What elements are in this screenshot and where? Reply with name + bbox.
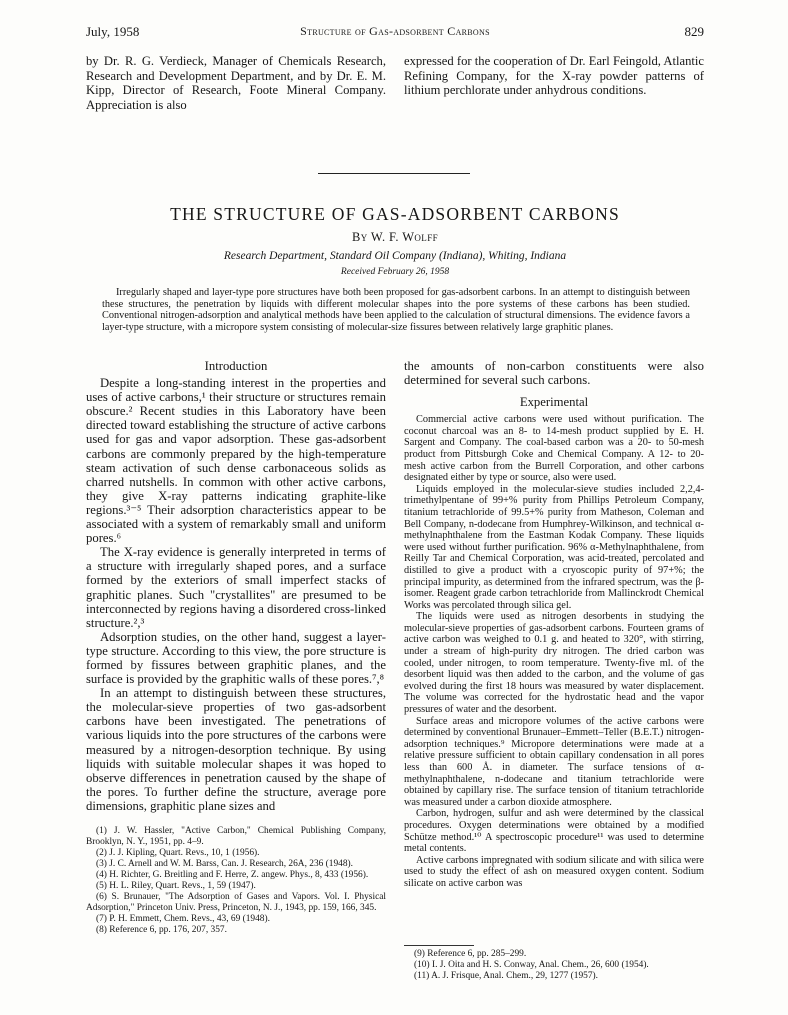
footnote: (11) A. J. Frisque, Anal. Chem., 29, 1277 (1957). [414, 971, 599, 981]
experimental-paragraph: Active carbons impregnated with sodium silicate and with silica were used to study the effect of ash on measured oxygen content. Sodium silicate on active carbon was [404, 854, 704, 889]
author-affiliation: Research Department, Standard Oil Company (Indiana), Whiting, Indiana [223, 250, 567, 262]
experimental-paragraph: Liquids employed in the molecular-sieve studies included 2,2,4-trimethylpentane of 99+% purity from Phillips Petroleum Company, titanium tetrachloride of 99.5+% purity from Matheson, Coleman and Bell Company, n-dodecane from Humphrey-Wilkinson, and technical α-methylnaphthalene from the Eastman Kodak Company. These liquids were used without further purification. 96% α-Methylnaphthalene, from Reilly Tar and Chemical Corporation, was acid-treated, percolated and distilled to give a product with a cryoscopic purity of 97+%; the principal impurity, as determined from the infrared spectrum, was the β-isomer. Reagent grade carbon tetrachloride from Mallinckrodt Chemical Works was percolated through silica gel. [404, 483, 704, 611]
footnote: (9) Reference 6, pp. 285–299. [414, 949, 527, 959]
right-lead-text: the amounts of non-carbon constituents were also determined for several such carbons. [404, 359, 704, 388]
article-byline: By W. F. Wolff [351, 230, 439, 244]
introduction-heading: Introduction [204, 359, 268, 373]
footnote: (8) Reference 6, pp. 176, 207, 357. [96, 925, 227, 935]
experimental-heading: Experimental [519, 395, 589, 410]
footnotes-left [86, 826, 386, 936]
page-number: 829 [684, 24, 704, 39]
footnote: (5) H. L. Riley, Quart. Revs., 1, 59 (1947). [96, 881, 256, 891]
experimental-paragraph: Surface areas and micropore volumes of the active carbons were determined by conventional Brunauer–Emmett–Teller (B.E.T.) nitrogen-adsorption techniques.⁹ Micropore determinations were made at a relative pressure sufficient to obtain capillary condensation in all pores less than 600 Å. in diameter. The surface tensions of α-methylnaphthalene, n-dodecane and titanium tetrachloride were obtained by capillary rise. The surface tension of titanium tetrachloride was measured under a carbon dioxide atmosphere. [404, 715, 704, 808]
article-title: THE STRUCTURE OF GAS-ADSORBENT CARBONS [170, 204, 620, 224]
experimental-paragraph: The liquids were used as nitrogen desorbents in studying the molecular-sieve properties of gas-adsorbent carbons. Fourteen grams of active carbon was weighed to 0.1 g. and heated to 320°, with stirring, under a stream of high-purity dry nitrogen. The dried carbon was cooled, under nitrogen, to room temperature. Twenty-five ml. of the desorbent liquid was then added to the carbon, and the volume of gas evolved during the first 18 hours was measured by water displacement. The volume was corrected for the hydrostatic head and the vapor pressures of water and the desorbent. [404, 611, 704, 716]
footnote: (2) J. J. Kipling, Quart. Revs., 10, 1 (1956). [96, 848, 260, 858]
running-title: Structure of Gas-adsorbent Carbons [300, 24, 490, 38]
issue-date: July, 1958 [86, 24, 140, 39]
introduction-section [86, 359, 386, 813]
experimental-paragraph: Commercial active carbons were used without purification. The coconut charcoal was an 8- to 14-mesh product supplied by E. H. Sargent and Company. The coal-based carbon was a 20- to 50-mesh product from Pittsburgh Coke and Chemical Company. A 12- to 20-mesh active carbon from the Burrell Corporation, and other carbons designated either by type or source, also were used. [404, 414, 704, 484]
received-date: Received February 26, 1958 [340, 267, 450, 277]
footnotes-right [404, 945, 704, 982]
footnote: (4) H. Richter, G. Breitling and F. Herre, Z. angew. Phys., 8, 433 (1956). [96, 870, 369, 880]
right-column [404, 359, 704, 890]
intro-paragraph: Adsorption studies, on the other hand, suggest a layer-type structure. According to this view, the pore structure is formed by fissures between graphitic planes, and the surface is provided by the graphitic walls of these pores.⁷,⁸ [86, 629, 386, 687]
experimental-paragraph: Carbon, hydrogen, sulfur and ash were determined by the classical procedures. Oxygen determinations were obtained by a modified Schütze method.¹⁰ A spectroscopic procedure¹¹ was used to determine metal contents. [404, 808, 704, 855]
intro-paragraph: Despite a long-standing interest in the properties and uses of active carbons,¹ their structure or structures remain obscure.² Recent studies in this Laboratory have been directed toward establishing the structure of active carbons used for gas and vapor adsorption. These gas-adsorbent carbons are commonly prepared by the high-temperature steam activation of such dense carbonaceous solids as charred nutshells. In common with other active carbons, they give X-ray patterns indicating graphite-like regions.³⁻⁵ Their adsorption characteristics appear to be associated with a system of remarkably small and uniform pores.⁶ [86, 376, 386, 546]
previous-article-text-right: expressed for the cooperation of Dr. Earl Feingold, Atlantic Refining Company, for the X-ray powder patterns of lithium perchlorate under anhydrous conditions. [404, 54, 704, 97]
footnote: (10) I. J. Oita and H. S. Conway, Anal. Chem., 26, 600 (1954). [414, 960, 649, 970]
intro-paragraph: In an attempt to distinguish between these structures, the molecular-sieve properties of two gas-adsorbent carbons have been investigated. The penetrations of various liquids into the pore structures of the carbons were measured by a nitrogen-desorption technique. By using liquids with suitable molecular shapes it was hoped to observe differences in penetration caused by the shape of the pores. To further define the structure, average pore dimensions, graphitic plane sizes and [86, 686, 386, 813]
footnote-rule [404, 945, 474, 946]
experimental-section [404, 414, 704, 889]
footnote: (7) P. H. Emmett, Chem. Revs., 43, 69 (1948). [96, 914, 270, 924]
intro-paragraph: The X-ray evidence is generally interpreted in terms of a structure with irregularly shaped pores, and a surface formed by the exteriors of small imperfect stacks of graphitic planes. Such "crystallites" are presumed to be interconnected by regions having a disordered cross-linked structure.²,³ [86, 545, 386, 630]
previous-article-text-left: by Dr. R. G. Verdieck, Manager of Chemicals Research, Research and Development Department, and by Dr. E. M. Kipp, Director of Research, Foote Mineral Company. Appreciation is also [86, 54, 386, 112]
running-header [86, 24, 704, 42]
footnote: (6) S. Brunauer, "The Adsorption of Gases and Vapors. Vol. I. Physical Adsorption," Princeton Univ. Press, Princeton, N. J., 1943, pp. 159, 166, 345. [86, 892, 386, 913]
footnote: (3) J. C. Arnell and W. M. Barss, Can. J. Research, 26A, 236 (1948). [96, 859, 353, 869]
abstract: Irregularly shaped and layer-type pore structures have both been proposed for gas-adsorbent carbons. In an attempt to distinguish between these structures, the penetration by liquids with different molecular shapes into the pore systems of these carbons has been studied. Conventional nitrogen-adsorption and analytical methods have been applied to the calculation of structural dimensions. The evidence favors a layer-type structure, with a micropore system consisting of molecular-size fissures between relatively large graphitic planes. [102, 287, 690, 333]
footnote: (1) J. W. Hassler, "Active Carbon," Chemical Publishing Company, Brooklyn, N. Y., 1951, pp. 4–9. [86, 826, 386, 847]
section-divider [318, 173, 470, 174]
